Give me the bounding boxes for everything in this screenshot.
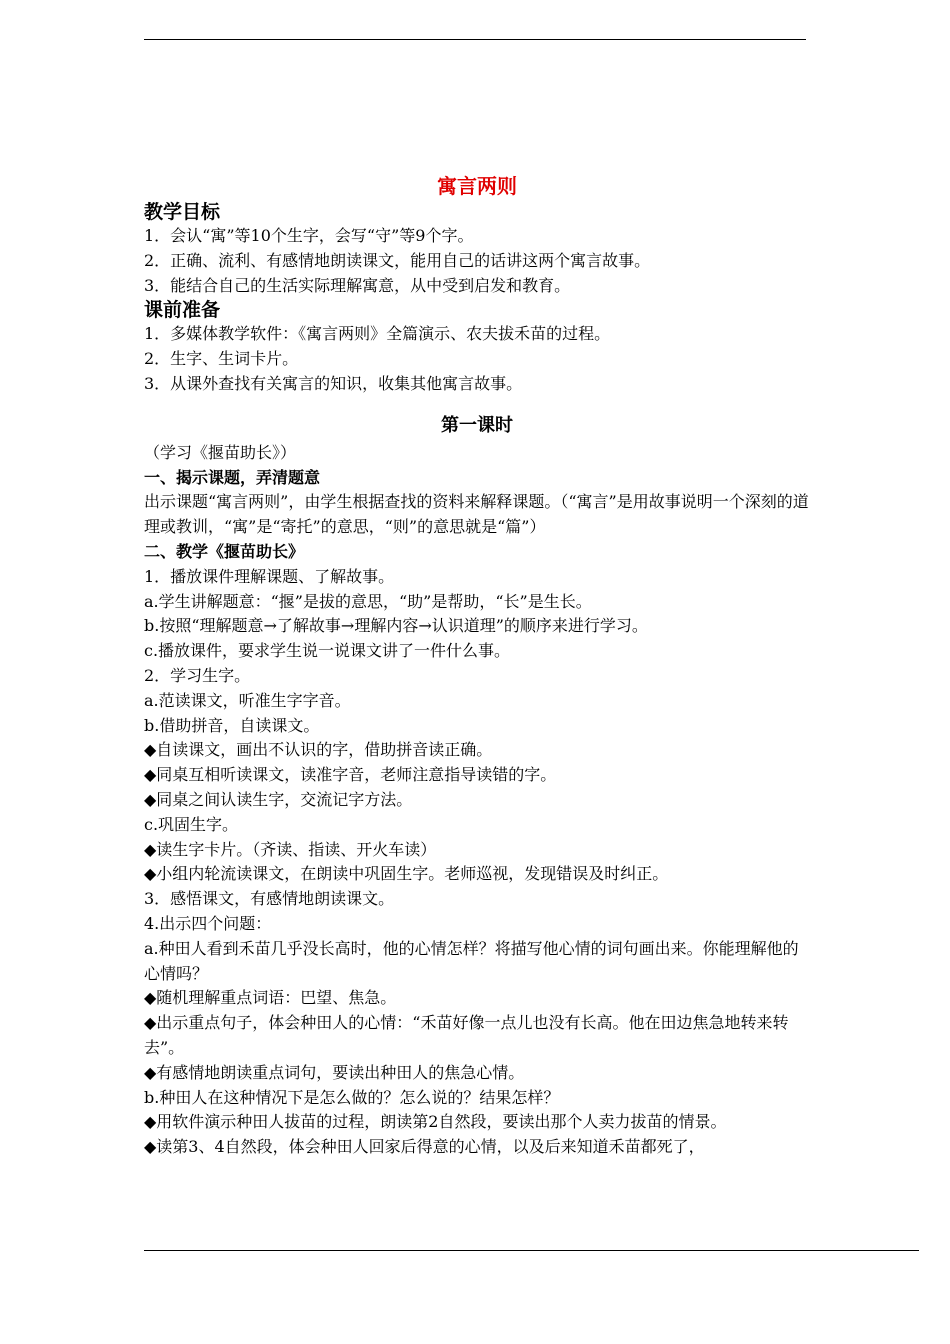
preparation-item: 3．从课外查找有关寓言的知识，收集其他寓言故事。 <box>144 373 523 393</box>
goal-item: 3．能结合自己的生活实际理解寓意，从中受到启发和教育。 <box>144 275 571 295</box>
step-line: b.种田人在这种情况下是怎么做的？怎么说的？结果怎样？ <box>144 1087 560 1107</box>
step-line: ◆随机理解重点词语：巴望、焦急。 <box>144 988 397 1008</box>
document-title: 寓言两则 <box>437 174 517 198</box>
preparation-item: 1．多媒体教学软件：《寓言两则》全篇演示、农夫拔禾苗的过程。 <box>144 324 611 344</box>
step-line: ◆用软件演示种田人拔苗的过程，朗读第2自然段，要读出那个人卖力拔苗的情景。 <box>144 1112 727 1132</box>
header-rule <box>144 39 806 40</box>
step-line: a.学生讲解题意：“揠”是拔的意思，“助”是帮助，“长”是生长。 <box>144 591 592 611</box>
section-heading-goals: 教学目标 <box>144 201 221 223</box>
step-line: ◆读第3、4自然段，体会种田人回家后得意的心情，以及后来知道禾苗都死了， <box>144 1137 705 1157</box>
part-heading-2: 二、教学《揠苗助长》 <box>144 541 305 561</box>
step-line: ◆同桌互相听读课文，读准字音，老师注意指导读错的字。 <box>144 765 557 785</box>
step-line: 3．感悟课文，有感情地朗读课文。 <box>144 889 395 909</box>
step-line: b.借助拼音，自读课文。 <box>144 715 320 735</box>
step-line: ◆同桌之间认读生字，交流记字方法。 <box>144 789 413 809</box>
step-line: ◆有感情地朗读重点词句，要读出种田人的焦急心情。 <box>144 1062 525 1082</box>
step-line: a.范读课文，听准生字字音。 <box>144 690 351 710</box>
part-heading-1: 一、揭示课题，弄清题意 <box>144 467 321 487</box>
step-line: ◆出示重点句子，体会种田人的心情：“禾苗好像一点儿也没有长高。他在田边焦急地转来转去”。 <box>144 1013 789 1057</box>
goal-item: 2．正确、流利、有感情地朗读课文，能用自己的话讲这两个寓言故事。 <box>144 250 651 270</box>
section-heading-preparation: 课前准备 <box>144 299 221 322</box>
lesson-title: 第一课时 <box>441 414 513 436</box>
step-line: ◆小组内轮流读课文，在朗读中巩固生字。老师巡视，发现错误及时纠正。 <box>144 864 669 884</box>
step-line: c.巩固生字。 <box>144 814 239 834</box>
part1-paragraph: 出示课题“寓言两则”，由学生根据查找的资料来解释课题。（“寓言”是用故事说明一个深刻的道理或教训，“寓”是“寄托”的意思，“则”的意思就是“篇”） <box>144 492 809 537</box>
step-line: 4.出示四个问题： <box>144 913 272 933</box>
step-line: a.种田人看到禾苗几乎没长高时，他的心情怎样？将描写他心情的词句画出来。你能理解他的心情吗？ <box>144 938 799 983</box>
step-line: 1．播放课件理解课题、了解故事。 <box>144 566 395 586</box>
step-line: ◆读生字卡片。（齐读、指读、开火车读） <box>144 839 437 859</box>
step-line: c.播放课件，要求学生说一说课文讲了一件什么事。 <box>144 641 511 661</box>
step-line: ◆自读课文，画出不认识的字，借助拼音读正确。 <box>144 740 493 760</box>
document-body <box>144 172 810 1160</box>
preparation-item: 2．生字、生词卡片。 <box>144 349 299 369</box>
step-line: b.按照“理解题意→了解故事→理解内容→认识道理”的顺序来进行学习。 <box>144 616 648 636</box>
footer-rule <box>144 1250 919 1251</box>
step-line: 2．学习生字。 <box>144 665 251 685</box>
goal-item: 1．会认“寓”等10个生字，会写“守”等9个字。 <box>144 226 474 245</box>
lesson-subtitle: （学习《揠苗助长》） <box>144 442 297 462</box>
